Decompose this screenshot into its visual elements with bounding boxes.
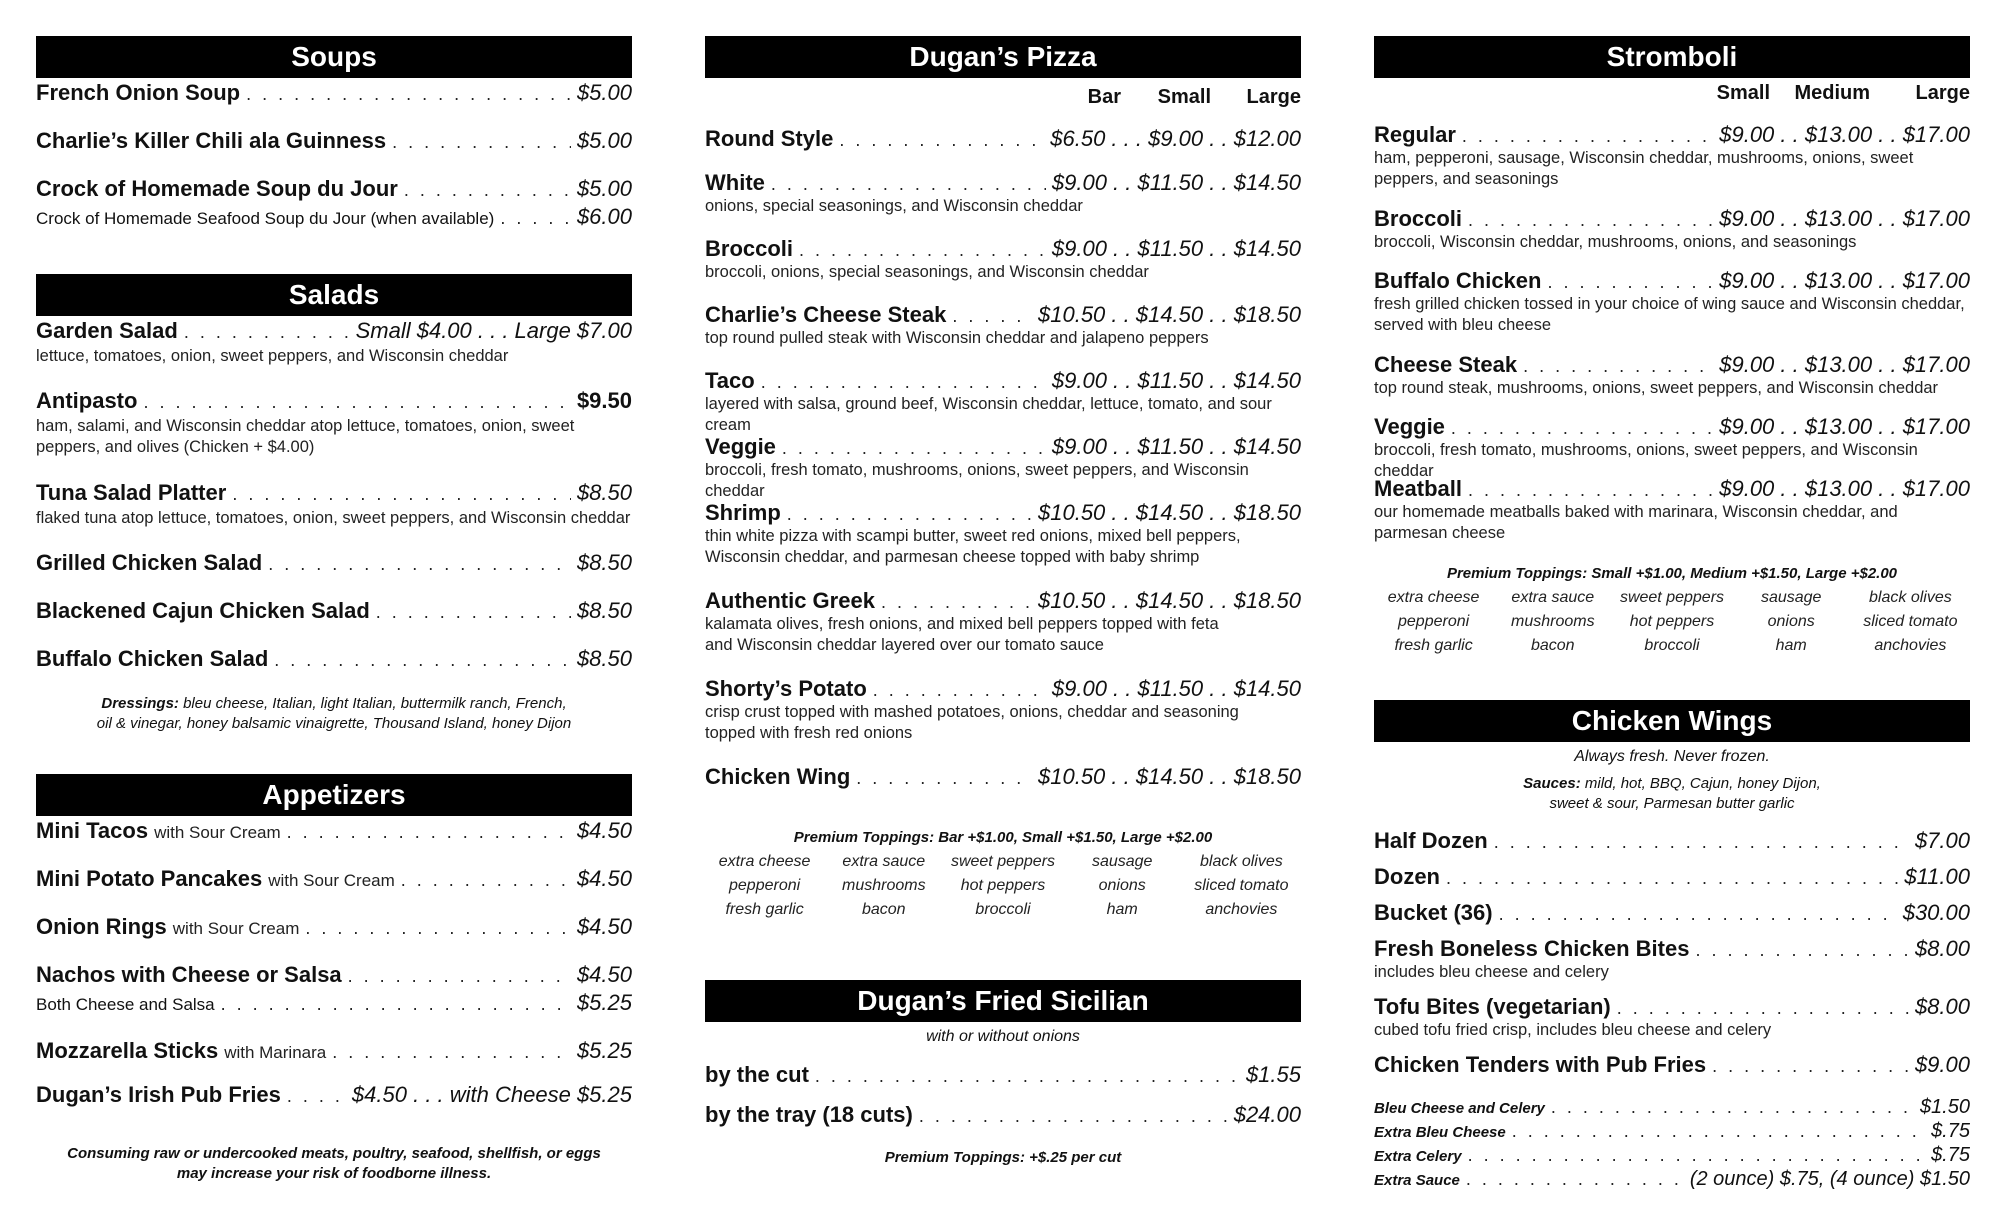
wings-section xyxy=(1374,700,1970,1190)
menu-item: Mini Potato Pancakes with Sour Cream . . . $4.50 xyxy=(36,866,632,892)
size-headers: Bar Small Large xyxy=(1087,86,1301,108)
item-description: ham, pepperoni, sausage, Wisconsin cheddar, mushrooms, onions, sweet peppers, and seasonings xyxy=(1374,149,1914,188)
item-description: top round pulled steak with Wisconsin cheddar and jalapeno peppers xyxy=(705,329,1209,347)
menu-item: Charlie’s Cheese Steak . . . $10.50 . . $14.50 . . $18.50 xyxy=(705,302,1301,328)
menu-item: Blackened Cajun Chicken Salad . . . $8.50 xyxy=(36,598,632,624)
menu-item: Shrimp . . . $10.50 . . $14.50 . . $18.50 xyxy=(705,500,1301,526)
sicilian-header: Dugan’s Fried Sicilian xyxy=(705,980,1301,1022)
sicilian-premium-note: Premium Toppings: +$.25 per cut xyxy=(884,1149,1122,1166)
salads-header: Salads xyxy=(36,274,632,316)
menu-item: Buffalo Chicken . . . $9.00 . . $13.00 . . $17.00 xyxy=(1374,268,1970,294)
appetizers-header: Appetizers xyxy=(36,774,632,816)
menu-item: Shorty’s Potato . . . $9.00 . . $11.50 . . $14.50 xyxy=(705,676,1301,702)
item-description: cubed tofu fried crisp, includes bleu cheese and celery xyxy=(1374,1021,1772,1039)
menu-item: Bucket (36) . . . $30.00 xyxy=(1374,900,1970,926)
menu-item: Broccoli . . . $9.00 . . $11.50 . . $14.50 xyxy=(705,236,1301,262)
item-description: broccoli, Wisconsin cheddar, mushrooms, onions, and seasonings xyxy=(1374,233,1857,251)
soups-section xyxy=(36,36,632,229)
wings-header: Chicken Wings xyxy=(1374,700,1970,742)
sicilian-section xyxy=(705,980,1301,1166)
menu-item: Round Style . . . $6.50 . . . $9.00 . . $12.00 xyxy=(705,126,1301,152)
menu-item: Garden Salad . . . Small $4.00 . . . Large $7.00 xyxy=(36,318,632,344)
menu-item: French Onion Soup . . . $5.00 xyxy=(36,80,632,106)
extra-item: Bleu Cheese and Celery . . . $1.50 xyxy=(1374,1096,1970,1119)
sauces-note: Sauces: mild, hot, BBQ, Cajun, honey Dijon, sweet & sour, Parmesan butter garlic xyxy=(1523,775,1821,812)
menu-item: Regular . . . $9.00 . . $13.00 . . $17.00 xyxy=(1374,122,1970,148)
stromboli-header: Stromboli xyxy=(1374,36,1970,78)
wings-tagline: Always fresh. Never frozen. xyxy=(1574,748,1770,765)
item-description: lettuce, tomatoes, onion, sweet peppers, and Wisconsin cheddar xyxy=(36,347,509,365)
menu-item: Authentic Greek . . . $10.50 . . $14.50 . . $18.50 xyxy=(705,588,1301,614)
menu-item: Dugan’s Irish Pub Fries . . . $4.50 . . . with Cheese $5.25 xyxy=(36,1082,632,1108)
menu-item: Half Dozen . . . $7.00 xyxy=(1374,828,1970,854)
menu-item: Tuna Salad Platter . . . $8.50 xyxy=(36,480,632,506)
stromboli-toppings-grid: extra cheese extra sauce sweet peppers sausage black olives pepperoni mushrooms hot peppers onions sliced tomato fresh garlic bacon broccoli ham anchovies xyxy=(1387,589,1958,654)
size-headers: Small Medium Large xyxy=(1716,82,1970,104)
menu-item: Taco . . . $9.00 . . $11.50 . . $14.50 xyxy=(705,368,1301,394)
menu-item: by the tray (18 cuts) . . . $24.00 xyxy=(705,1102,1301,1128)
foodborne-warning: Consuming raw or undercooked meats, poultry, seafood, shellfish, or eggs may increase your risk of foodborne illness. xyxy=(67,1145,601,1182)
item-description: broccoli, fresh tomato, mushrooms, onions, sweet peppers, and Wisconsin cheddar xyxy=(1374,441,1918,480)
menu-item: Mini Tacos with Sour Cream . . . $4.50 xyxy=(36,818,632,844)
soups-header: Soups xyxy=(36,36,632,78)
item-description: layered with salsa, ground beef, Wisconsin cheddar, lettuce, tomato, and sour cream xyxy=(705,395,1272,434)
stromboli-premium-note: Premium Toppings: Small +$1.00, Medium +$1.50, Large +$2.00 xyxy=(1446,565,1898,582)
dressings-note: Dressings: bleu cheese, Italian, light Italian, buttermilk ranch, French, oil & vinegar, honey balsamic vinaigrette, Thousand Island, honey Dijon xyxy=(96,695,572,732)
item-description: ham, salami, and Wisconsin cheddar atop lettuce, tomatoes, onion, sweet peppers, and olives (Chicken + $4.00) xyxy=(36,417,575,456)
item-description: kalamata olives, fresh onions, and mixed bell peppers topped with feta and Wisconsin cheddar layered over our tomato sauce xyxy=(705,615,1219,654)
item-description: fresh grilled chicken tossed in your choice of wing sauce and Wisconsin cheddar, served with bleu cheese xyxy=(1374,295,1965,334)
menu-item: Both Cheese and Salsa . . . $5.25 xyxy=(36,990,632,1016)
menu-item: Antipasto . . . $9.50 xyxy=(36,388,632,414)
pizza-section xyxy=(705,36,1301,918)
menu-item: Onion Rings with Sour Cream . . . $4.50 xyxy=(36,914,632,940)
menu-item: Crock of Homemade Soup du Jour . . . $5.00 xyxy=(36,176,632,202)
menu-item: Broccoli . . . $9.00 . . $13.00 . . $17.00 xyxy=(1374,206,1970,232)
item-description: broccoli, fresh tomato, mushrooms, onions, sweet peppers, and Wisconsin cheddar xyxy=(705,461,1249,500)
menu-item: Mozzarella Sticks with Marinara . . . $5.25 xyxy=(36,1038,632,1064)
menu-item: by the cut . . . $1.55 xyxy=(705,1062,1301,1088)
item-description: includes bleu cheese and celery xyxy=(1374,963,1609,981)
pizza-toppings-grid: extra cheese extra sauce sweet peppers sausage black olives pepperoni mushrooms hot peppers onions sliced tomato fresh garlic bacon broccoli ham anchovies xyxy=(718,853,1289,918)
menu-item: Charlie’s Killer Chili ala Guinness . . . $5.00 xyxy=(36,128,632,154)
menu-item: White . . . $9.00 . . $11.50 . . $14.50 xyxy=(705,170,1301,196)
pizza-header: Dugan’s Pizza xyxy=(705,36,1301,78)
menu-item: Chicken Wing . . . $10.50 . . $14.50 . . $18.50 xyxy=(705,764,1301,790)
menu-item: Nachos with Cheese or Salsa . . . $4.50 xyxy=(36,962,632,988)
menu-item: Cheese Steak . . . $9.00 . . $13.00 . . $17.00 xyxy=(1374,352,1970,378)
menu-item: Dozen . . . $11.00 xyxy=(1374,864,1970,890)
item-description: broccoli, onions, special seasonings, and Wisconsin cheddar xyxy=(705,263,1149,281)
extra-item: Extra Sauce . . . (2 ounce) $.75, (4 ounce) $1.50 xyxy=(1374,1168,1970,1191)
item-description: top round steak, mushrooms, onions, sweet peppers, and Wisconsin cheddar xyxy=(1374,379,1939,397)
extra-item: Extra Bleu Cheese . . . $.75 xyxy=(1374,1120,1970,1143)
menu-item: Grilled Chicken Salad . . . $8.50 xyxy=(36,550,632,576)
extra-item: Extra Celery . . . $.75 xyxy=(1374,1144,1970,1167)
sicilian-subtitle: with or without onions xyxy=(926,1028,1080,1045)
menu-item: Chicken Tenders with Pub Fries . . . $9.00 xyxy=(1374,1052,1970,1078)
item-description: crisp crust topped with mashed potatoes, onions, cheddar and seasoning topped with fresh red onions xyxy=(705,703,1239,742)
item-description: our homemade meatballs baked with marinara, Wisconsin cheddar, and parmesan cheese xyxy=(1374,503,1898,542)
pizza-premium-note: Premium Toppings: Bar +$1.00, Small +$1.50, Large +$2.00 xyxy=(793,829,1213,846)
appetizers-section xyxy=(36,774,632,1182)
item-description: flaked tuna atop lettuce, tomatoes, onion, sweet peppers, and Wisconsin cheddar xyxy=(36,509,631,527)
menu-item: Meatball . . . $9.00 . . $13.00 . . $17.00 xyxy=(1374,476,1970,502)
menu-item: Veggie . . . $9.00 . . $13.00 . . $17.00 xyxy=(1374,414,1970,440)
salads-section xyxy=(36,274,632,732)
menu-item: Veggie . . . $9.00 . . $11.50 . . $14.50 xyxy=(705,434,1301,460)
menu-item: Fresh Boneless Chicken Bites . . . $8.00 xyxy=(1374,936,1970,962)
item-description: onions, special seasonings, and Wisconsin cheddar xyxy=(705,197,1083,215)
menu-item: Tofu Bites (vegetarian) . . . $8.00 xyxy=(1374,994,1970,1020)
stromboli-section xyxy=(1374,36,1970,654)
menu-item: Buffalo Chicken Salad . . . $8.50 xyxy=(36,646,632,672)
item-description: thin white pizza with scampi butter, sweet red onions, mixed bell peppers, Wisconsin cheddar, and parmesan cheese topped with baby shrimp xyxy=(705,527,1241,566)
menu-item: Crock of Homemade Seafood Soup du Jour (when available) . . . $6.00 xyxy=(36,204,632,230)
